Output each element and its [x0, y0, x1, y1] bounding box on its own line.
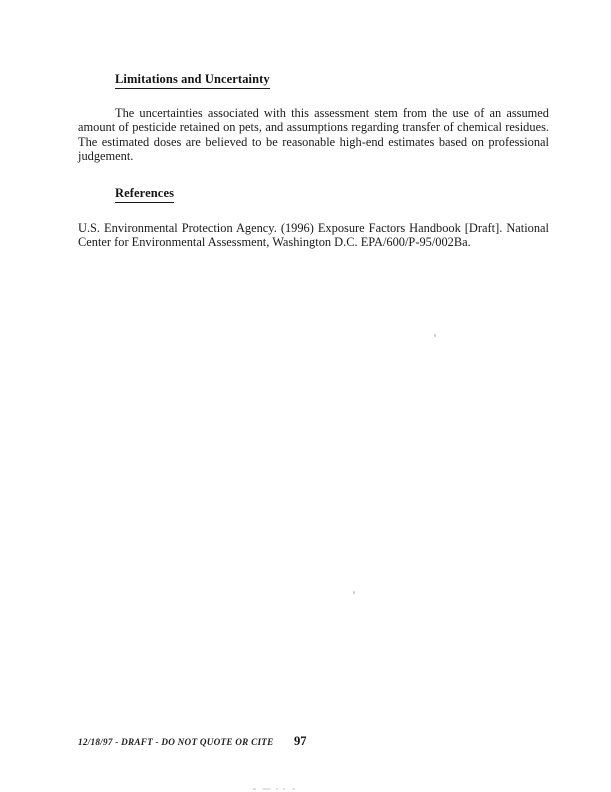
scan-speckle-artifact: [434, 334, 436, 337]
scan-speckle-artifact: [262, 788, 271, 790]
scan-speckle-artifact: [283, 788, 285, 790]
section-heading-references: References: [115, 186, 174, 203]
scan-speckle-artifact: [276, 788, 278, 790]
spacer-after-limitations-heading: [78, 89, 549, 106]
page-content: [78, 72, 549, 250]
scan-speckle-artifact: [253, 788, 256, 790]
scan-speckle-artifact: [353, 591, 355, 594]
paragraph-limitations-body: The uncertainties associated with this assessment stem from the use of an assumed amount of pesticide retained on pets, and assumptions regarding transfer of chemical residues. The estimated doses are believed to be reasonable high-end estimates based on professional judgement.: [78, 105, 549, 164]
spacer-before-references-heading: [78, 164, 549, 186]
spacer-after-references-heading: [78, 203, 549, 221]
section-heading-row-limitations: [78, 72, 549, 89]
reference-entry-epa-exposure-factors-handbook: U.S. Environmental Protection Agency. (1996) Exposure Factors Handbook [Draft]. National Center for Environmental Assessment, Washington D.C. EPA/600/P-95/002Ba.: [78, 220, 549, 250]
footer-draft-stamp: 12/18/97 - DRAFT - DO NOT QUOTE OR CITE: [78, 737, 274, 747]
scan-speckle-artifact: [292, 788, 295, 790]
section-heading-row-references: [78, 186, 549, 203]
footer-page-number: 97: [294, 734, 307, 748]
section-heading-limitations-and-uncertainty: Limitations and Uncertainty: [115, 72, 270, 89]
page-footer: [78, 734, 549, 753]
